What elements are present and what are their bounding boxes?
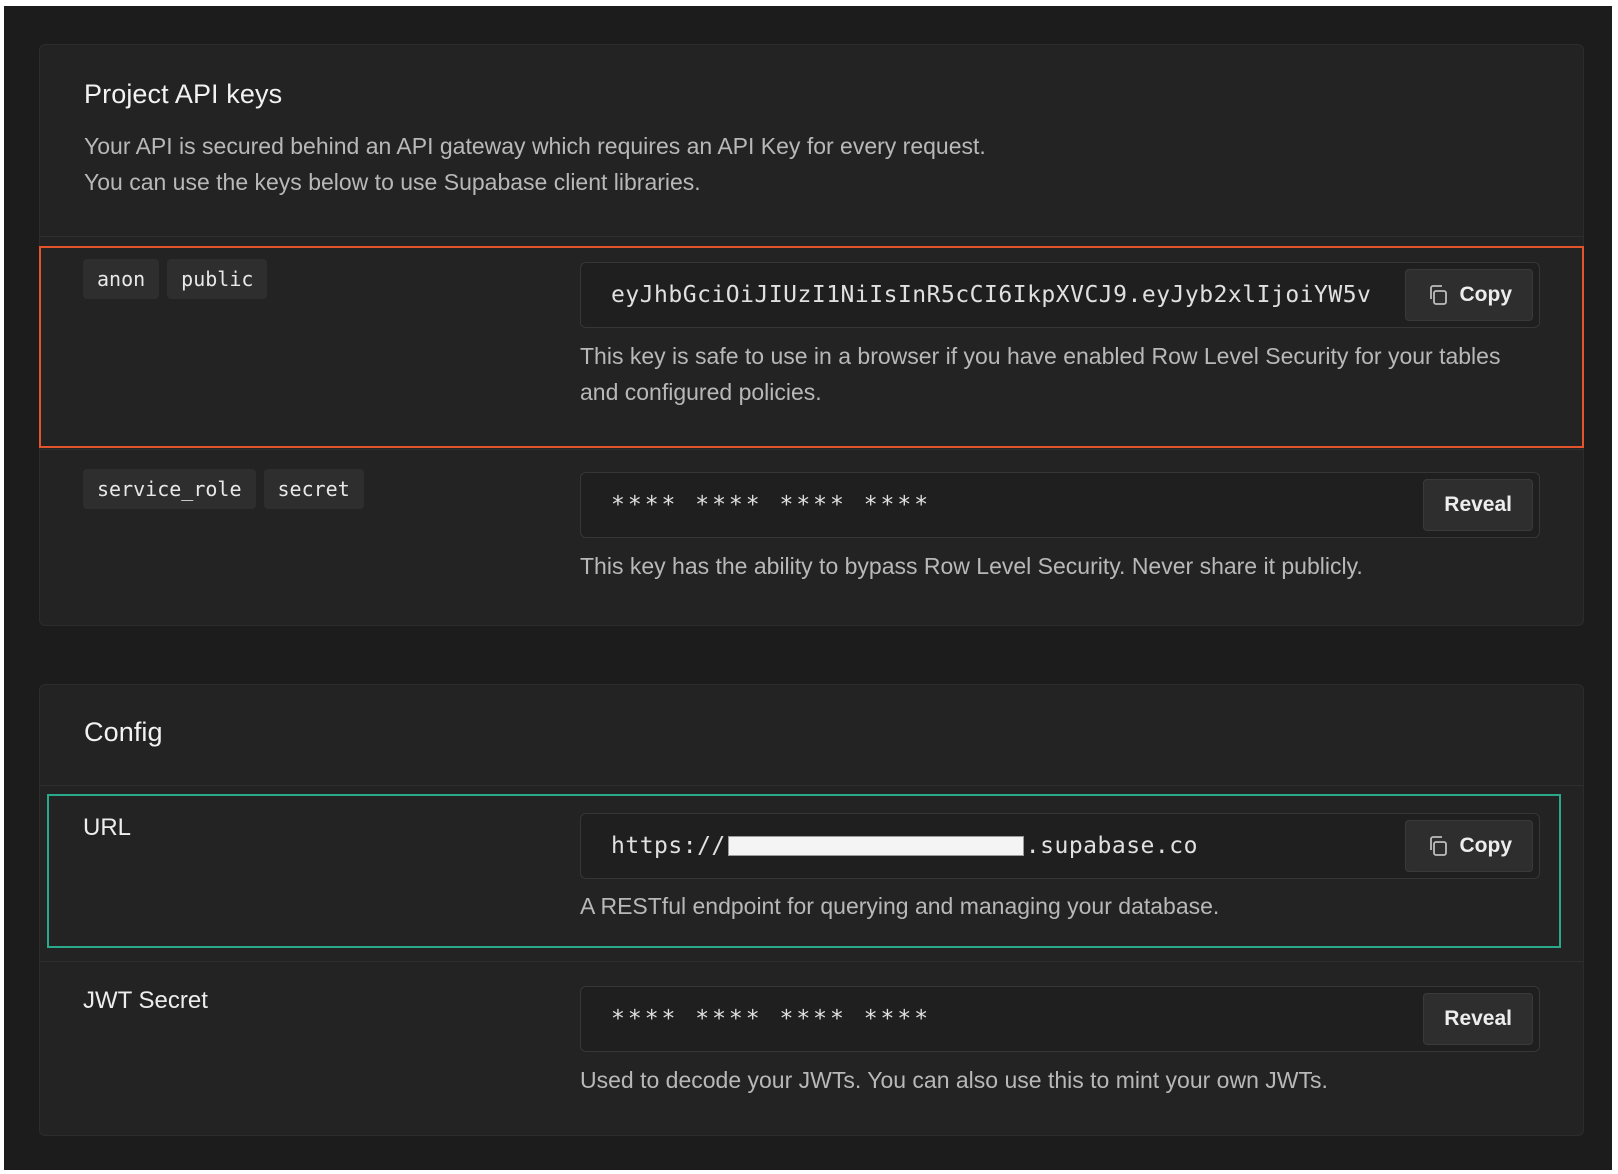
copy-button-label: Copy bbox=[1459, 283, 1512, 306]
config-title: Config bbox=[84, 717, 163, 747]
api-keys-description-line-2: You can use the keys below to use Supabase client libraries. bbox=[84, 169, 701, 195]
copy-icon bbox=[1426, 834, 1450, 858]
anon-key-help: This key is safe to use in a browser if you have enabled Row Level Security for your tables and configured policies. bbox=[580, 343, 1501, 405]
jwt-secret-value[interactable]: **** **** **** **** bbox=[611, 1006, 932, 1032]
tag-service-role: service_role bbox=[83, 469, 256, 509]
divider bbox=[40, 785, 1583, 786]
service-role-key-help: This key has the ability to bypass Row Level Security. Never share it publicly. bbox=[580, 553, 1363, 579]
reveal-service-role-button[interactable]: Reveal bbox=[1423, 479, 1533, 531]
jwt-secret-help: Used to decode your JWTs. You can also use this to mint your own JWTs. bbox=[580, 1067, 1328, 1093]
config-card bbox=[39, 684, 1584, 1136]
jwt-secret-label: JWT Secret bbox=[83, 987, 208, 1014]
api-keys-title: Project API keys bbox=[84, 79, 283, 109]
service-role-key-tags bbox=[83, 469, 364, 509]
copy-icon bbox=[1426, 283, 1450, 307]
copy-anon-key-button[interactable] bbox=[1405, 269, 1534, 321]
anon-key-value[interactable]: eyJhbGciOiJIUzI1NiIsInR5cCI6IkpXVCJ9.eyJyb2xlIjoiYW5v bbox=[611, 282, 1372, 308]
api-keys-description-line-1: Your API is secured behind an API gateway which requires an API Key for every request. bbox=[84, 133, 986, 159]
url-value[interactable] bbox=[581, 833, 1405, 859]
service-role-key-field[interactable] bbox=[580, 472, 1540, 538]
url-prefix: https:// bbox=[611, 833, 726, 859]
url-field[interactable] bbox=[580, 813, 1540, 879]
jwt-secret-field[interactable] bbox=[580, 986, 1540, 1052]
tag-secret: secret bbox=[264, 469, 364, 509]
divider bbox=[40, 961, 1583, 962]
anon-key-field[interactable] bbox=[580, 262, 1540, 328]
divider bbox=[40, 449, 1583, 450]
url-suffix: .supabase.co bbox=[1025, 833, 1198, 859]
tag-anon: anon bbox=[83, 259, 159, 299]
reveal-jwt-secret-button[interactable]: Reveal bbox=[1423, 993, 1533, 1045]
divider bbox=[40, 236, 1583, 237]
api-keys-description bbox=[84, 128, 1583, 200]
api-keys-header bbox=[40, 45, 1583, 200]
url-label: URL bbox=[83, 814, 132, 841]
settings-page bbox=[4, 6, 1612, 1170]
tag-public: public bbox=[167, 259, 267, 299]
service-role-key-value[interactable]: **** **** **** **** bbox=[611, 492, 932, 518]
url-help: A RESTful endpoint for querying and managing your database. bbox=[580, 893, 1220, 919]
redacted-project-ref bbox=[728, 836, 1024, 856]
config-header bbox=[40, 685, 1583, 748]
copy-url-button[interactable] bbox=[1405, 820, 1534, 872]
copy-button-label: Copy bbox=[1459, 834, 1512, 857]
anon-key-tags bbox=[83, 259, 267, 299]
api-keys-card bbox=[39, 44, 1584, 626]
